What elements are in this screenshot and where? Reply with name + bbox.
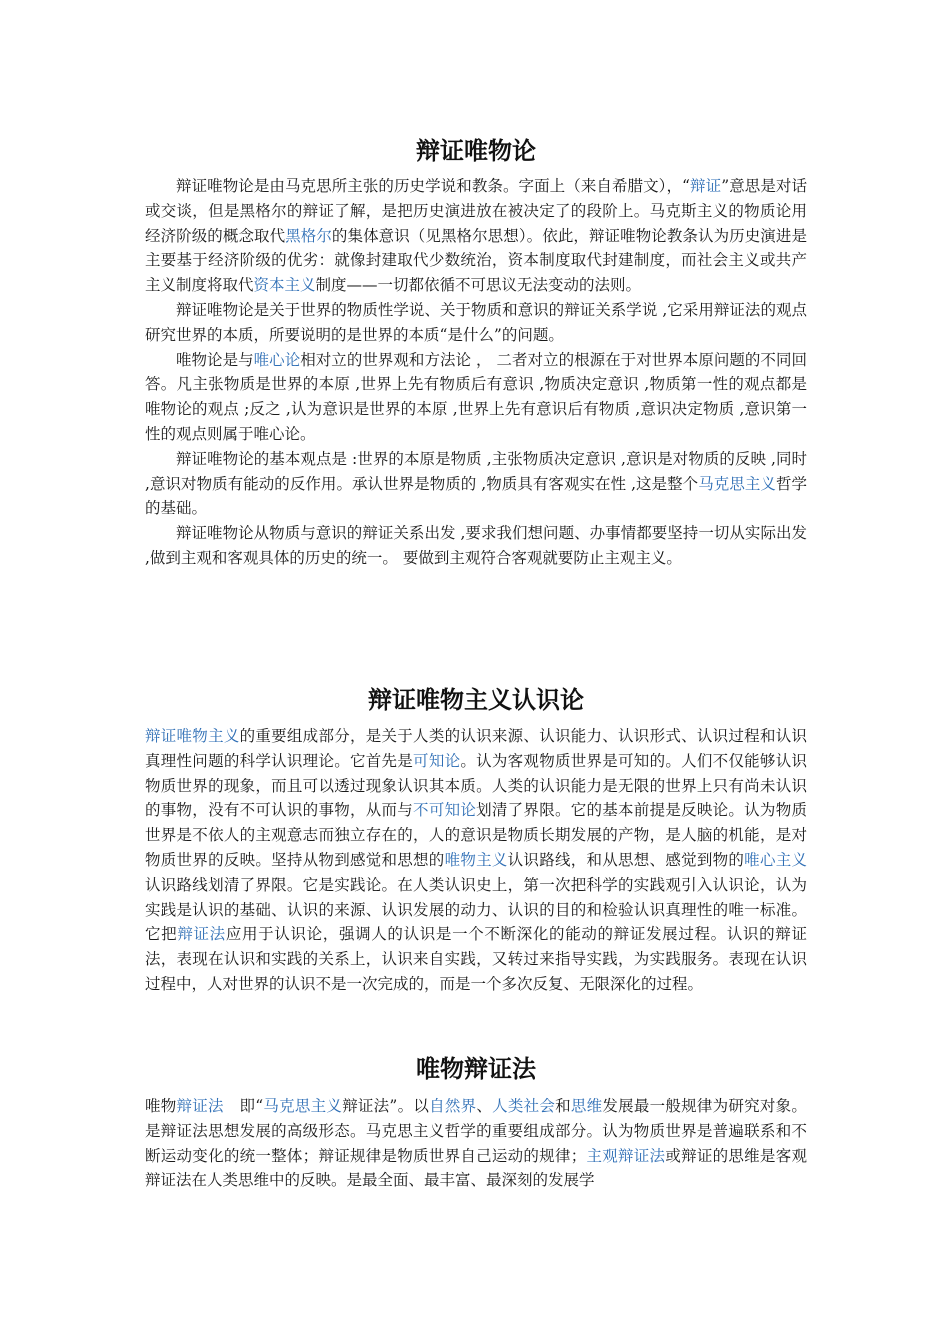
inline-link[interactable]: 唯物主义 <box>444 850 508 869</box>
text-run: 认识路线划清了界限。它是实践论。在人类认识史上，第一次把科学的实践观引入认识论，认为实践是认识的基础、认识的来源、认识发展的动力、认识的目的和检验认识真理性的唯一标准。它把 <box>145 875 807 944</box>
inline-link[interactable]: 马克思主义 <box>263 1097 343 1115</box>
text-run: 辩证唯物论是关于世界的物质性学说、关于物质和意识的辩证关系学说 ,它采用辩证法的观点研究世界的本质，所要说明的是世界的本质“是什么”的问题。 <box>145 300 807 344</box>
text-run: 划清了界限。它的基本前提是反映论。认为物质世界是不依人的主观意志而独立存在的，人的意识是物质长期发展的产物，是人脑的机能，是对物质世界的反映。坚持从物到感觉和思想的 <box>145 801 807 869</box>
document-page <box>145 128 807 1190</box>
paragraph <box>145 724 807 997</box>
text-run: 的集体意识（见黑格尔思想）。依此，辩证唯物论教条认为历史演进是主要基于经济阶级的优劣：就像封建取代少数统治，资本制度取代封建制度，而社会主义或共产主义制度将取代 <box>145 226 807 295</box>
text-run: 唯物 <box>145 1097 177 1115</box>
inline-link[interactable]: 唯心主义 <box>744 850 807 869</box>
section-title: 唯物辩证法 <box>416 1054 536 1083</box>
section-title: 辩证唯物主义认识论 <box>368 685 584 714</box>
text-run: 即“ <box>223 1097 264 1115</box>
text-run: 的重要组成部分，是关于人类的认识来源、认识能力、认识形式、认识过程和认识真理性问题的科学认识理论。它首先是 <box>145 727 807 770</box>
inline-link[interactable]: 辩证唯物主义 <box>145 727 240 745</box>
inline-link[interactable]: 主观辩证法 <box>586 1146 666 1165</box>
section-dialectical-materialism <box>145 128 807 571</box>
inline-link[interactable]: 唯心论 <box>253 350 301 369</box>
inline-link[interactable]: 黑格尔 <box>285 226 332 245</box>
section-epistemology <box>145 676 807 997</box>
text-run: 认识路线，和从思想、感觉到物的 <box>507 850 745 869</box>
section-materialist-dialectics <box>145 1044 807 1193</box>
inline-link[interactable]: 辩证 <box>689 177 722 195</box>
text-run: 辩证唯物论是由马克思所主张的历史学说和教条。字面上（来自希腊文），“ <box>176 177 690 195</box>
inline-link[interactable]: 自然界 <box>429 1097 477 1115</box>
text-run: 辩证唯物论的基本观点是 :世界的本原是物质 ,主张物质决定意识 ,意识是对物质的反映 ,同时 ,意识对物质有能动的反作用。承认世界是物质的 ,物质具有客观实在性 ,这是整个 <box>145 449 807 493</box>
text-run: 发展最一般规律为研究对象。是辩证法思想发展的高级形态。马克思主义哲学的重要组成部分。认为物质世界是普遍联系和不断运动变化的统一整体；辩证规律是物质世界自己运动的规律； <box>145 1097 807 1165</box>
paragraph <box>145 298 807 348</box>
section-title: 辩证唯物论 <box>416 136 536 165</box>
inline-link[interactable]: 思维 <box>570 1097 603 1115</box>
inline-link[interactable]: 辩证法 <box>177 925 226 944</box>
text-run: 应用于认识论，强调人的认识是一个不断深化的能动的辩证发展过程。认识的辩证法，表现在认识和实践的关系上，认识来自实践，又转过来指导实践，为实践服务。表现在认识过程中，人对世界的认识不是一次完成的，而是一个多次反复、无限深化的过程。 <box>145 925 807 993</box>
text-run: 。认为客观物质世界是可知的。人们不仅能够认识物质世界的现象，而且可以透过现象认识其本质。人类的认识能力是无限的世界上只有尚未认识的事物，没有不可认识的事物，从而与 <box>145 751 807 820</box>
paragraph <box>145 348 807 447</box>
text-run: 相对立的世界观和方法论 ， 二者对立的根源在于对世界本原问题的不同回答。凡主张物质是世界的本原 ,世界上先有物质后有意识 ,物质决定意识 ,物质第一性的观点都是唯物论的观点 ;反之 ,认为意识是世界的本原 ,世界上先有意识后有物质 ,意识决定物质 ,意识第一性的观点则属于唯心论。 <box>145 350 807 443</box>
text-run: 和 <box>555 1097 571 1115</box>
text-run: 唯物论是与 <box>176 350 254 369</box>
inline-link[interactable]: 马克思主义 <box>698 474 776 493</box>
paragraph <box>145 447 807 521</box>
text-run: 或辩证的思维是客观辩证法在人类思维中的反映。是最全面、最丰富、最深刻的发展学 <box>145 1146 807 1190</box>
inline-link[interactable]: 辩证法 <box>176 1097 224 1115</box>
text-run: 辩证唯物论从物质与意识的辩证关系出发 ,要求我们想问题、办事情都要坚持一切从实际出发 ,做到主观和客观具体的历史的统一。 要做到主观符合客观就要防止主观主义。 <box>145 524 807 567</box>
inline-link[interactable]: 可知论 <box>413 751 461 770</box>
paragraph <box>145 521 807 571</box>
paragraph <box>145 1094 807 1193</box>
text-run: 辩证法”。以 <box>342 1097 430 1115</box>
inline-link[interactable]: 资本主义 <box>253 276 316 295</box>
inline-link[interactable]: 人类社会 <box>492 1097 556 1115</box>
text-run: 哲学的基础。 <box>145 474 807 518</box>
text-run: 、 <box>476 1097 493 1115</box>
text-run: ”意思是对话或交谈，但是黑格尔的辩证了解，是把历史演进放在被决定了的段阶上。马克斯主义的物质论用经济阶级的概念取代 <box>145 177 807 245</box>
paragraph <box>145 174 807 298</box>
text-run: 制度——一切都依循不可思议无法变动的法则。 <box>315 276 642 295</box>
inline-link[interactable]: 不可知论 <box>413 801 477 820</box>
